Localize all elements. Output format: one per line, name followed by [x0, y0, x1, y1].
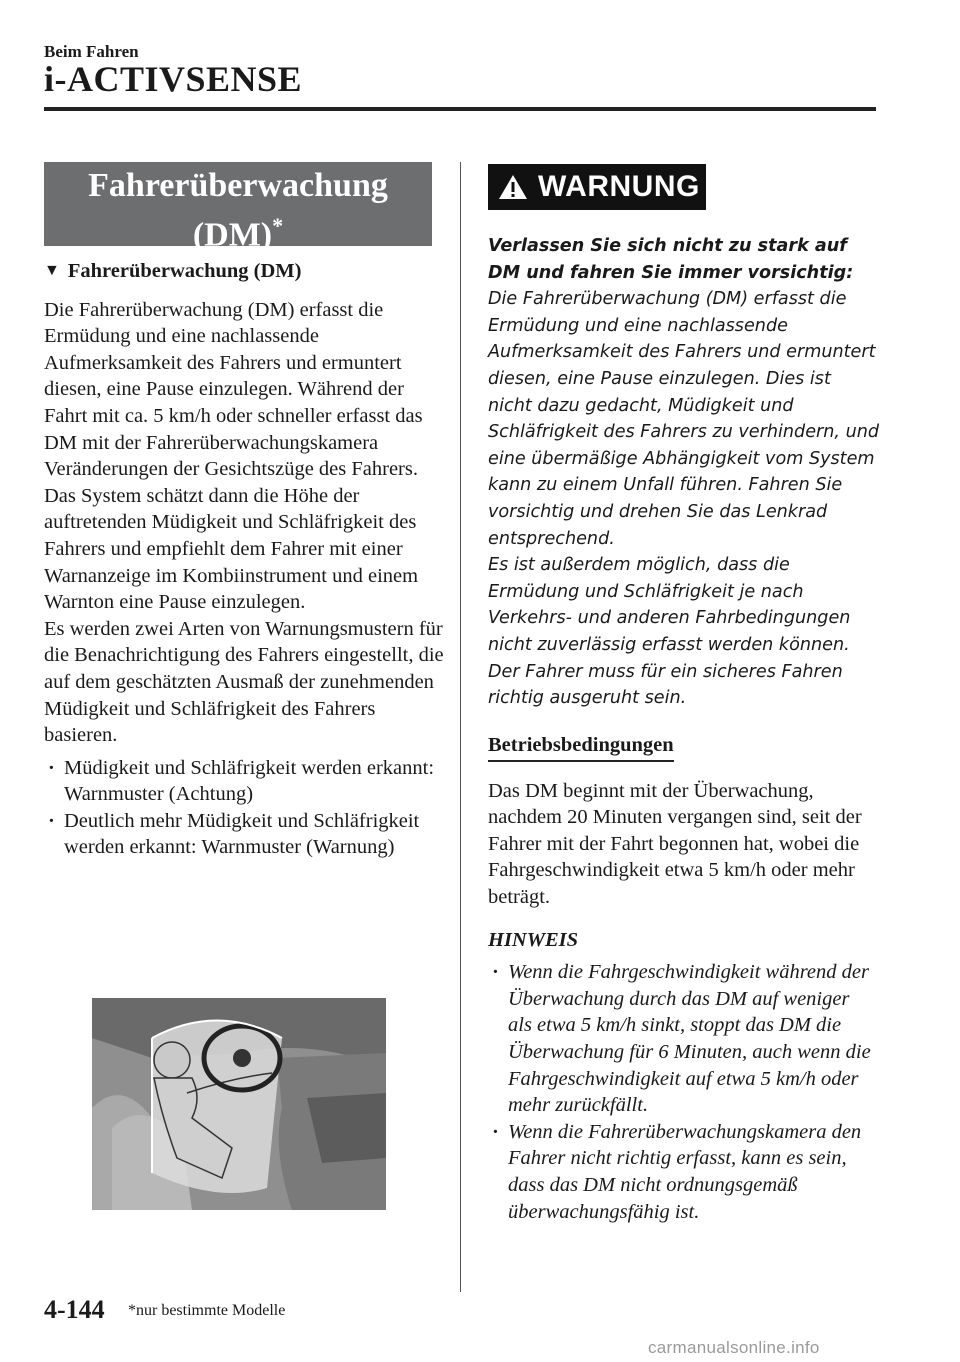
operating-conditions-section — [488, 732, 878, 1225]
note-list — [488, 959, 878, 1225]
page-title-box — [44, 162, 432, 254]
warning-triangle-icon — [498, 173, 528, 201]
intro-paragraph: Die Fahrerüberwachung (DM) erfasst die Ermüdung und eine nachlassende Aufmerksamkeit des Fahrers und ermuntert diesen, eine Pause einzulegen. Während der Fahrt mit ca. 5 km/h oder schneller erfasst das DM mit der Fahrerüberwachungskamera Veränderungen der Gesichtszüge des Fahrers. Das System schätzt dann die Höhe der auftretenden Müdigkeit und Schläfrigkeit des Fahrers und empfiehlt dem Fahrer mit einer Warnanzeige im Kombiinstrument und einem Warnton eine Pause einzulegen. — [44, 298, 423, 614]
list-item: · Müdigkeit und Schläfrigkeit werden erkannt: Warnmuster (Achtung) — [44, 755, 444, 808]
page-title-line1: Fahrerüberwachung — [88, 167, 388, 204]
list-item: · Wenn die Fahrgeschwindigkeit während der Überwachung durch das DM auf weniger als etwa 5 km/h sinkt, stoppt das DM die Überwachung für 6 Minuten, auch wenn die Fahrgeschwindigkeit auf etwa 5 km/h oder mehr zurückfällt. — [488, 959, 878, 1119]
page-title-abbr: (DM) — [192, 216, 273, 254]
operating-conditions-text: Das DM beginnt mit der Überwachung, nachdem 20 Minuten vergangen sind, seit der Fahrer mit der Fahrt begonnen hat, wobei die Fahrgeschwindigkeit etwa 5 km/h oder mehr beträgt. — [488, 779, 862, 908]
warning-badge — [488, 164, 706, 210]
left-column — [44, 258, 444, 861]
sub-heading-text: Fahrerüberwachung (DM) — [67, 260, 302, 282]
warning-lead: Verlassen Sie sich nicht zu stark auf DM und fahren Sie immer vorsichtig: — [488, 236, 854, 283]
operating-conditions-heading: Betriebsbedingungen — [488, 732, 674, 762]
warning-text — [488, 233, 880, 712]
sub-heading — [44, 258, 444, 285]
warning-patterns-paragraph: Es werden zwei Arten von Warnungsmustern für die Benachrichtigung des Fahrers eingestellt, die auf dem geschätzten Ausmaß der zunehmenden Müdigkeit und Schläfrigkeit des Fahrers basieren. — [44, 617, 444, 747]
warning-label: WARNUNG — [538, 170, 700, 203]
triangle-down-icon: ▼ — [44, 262, 60, 279]
column-divider — [460, 162, 461, 1292]
page-number: 4-144 — [44, 1295, 105, 1324]
chapter-title: i-ACTIVSENSE — [44, 59, 303, 99]
warning-pattern-list — [44, 755, 444, 861]
watermark: carmanualsonline.info — [648, 1338, 820, 1357]
warning-body-2: Es ist außerdem möglich, dass die Ermüdung und Schläfrigkeit je nach Verkehrs- und anderen Fahrbedingungen nicht zuverlässig erfasst werden können. Der Fahrer muss für ein sicheres Fahren richtig ausgeruht sein. — [488, 555, 851, 709]
warning-body: Die Fahrerüberwachung (DM) erfasst die Ermüdung und eine nachlassende Aufmerksamkeit des Fahrers und ermuntert diesen, eine Pause einzulegen. Dies ist nicht dazu gedacht, Müdigkeit und Schläfrigkeit des Fahrers zu verhindern, und eine übermäßige Abhängigkeit vom System kann zu einem Unfall führen. Fahren Sie vorsichtig und drehen Sie das Lenkrad entsprechend. — [488, 289, 880, 549]
page-title-line2 — [44, 206, 432, 255]
header-divider — [44, 107, 876, 111]
footnote-marker: * — [272, 213, 284, 238]
list-item: · Wenn die Fahrerüberwachungskamera den Fahrer nicht richtig erfasst, kann es sein, dass das DM nicht ordnungsgemäß überwachungsfähig ist. — [488, 1119, 878, 1225]
note-label: HINWEIS — [488, 928, 579, 951]
list-item: · Deutlich mehr Müdigkeit und Schläfrigkeit werden erkannt: Warnmuster (Warnung) — [44, 808, 444, 861]
footnote: *nur bestimmte Modelle — [128, 1302, 286, 1319]
section-label: Beim Fahren — [44, 42, 139, 61]
driver-monitoring-illustration — [92, 998, 386, 1210]
